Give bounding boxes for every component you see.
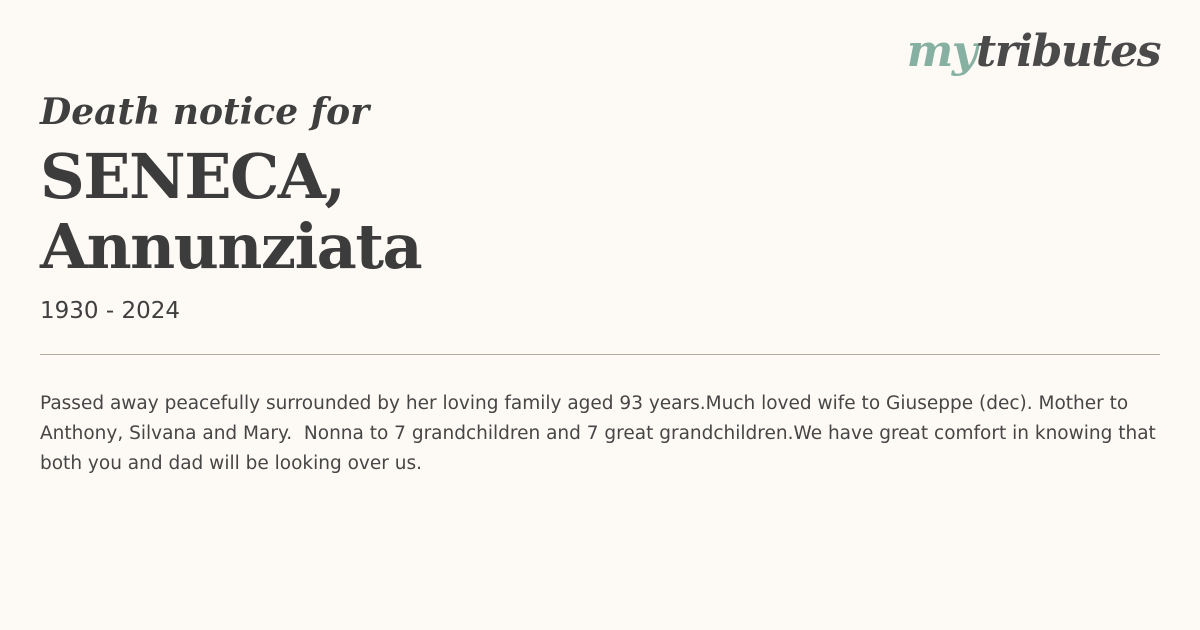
- notice-message: Passed away peacefully surrounded by her loving family aged 93 years.Much loved wife to Giuseppe (dec). Mother to Anthony, Silvana and Mary. Nonna to 7 grandchildren and 7 great grandchildren.We have great comfort in knowing that both you and dad will be looking over us.: [40, 393, 1162, 474]
- deceased-given-name: Annunziata: [40, 210, 422, 283]
- life-years: 1930 - 2024: [40, 298, 180, 324]
- deceased-name: [40, 142, 840, 282]
- logo-text-tributes: tributes: [975, 26, 1160, 77]
- notice-header: [40, 88, 840, 326]
- mytributes-logo[interactable]: [906, 26, 1160, 77]
- deceased-surname: SENECA,: [40, 140, 345, 213]
- section-divider: [40, 354, 1160, 355]
- logo-text-my: my: [906, 26, 976, 77]
- notice-subtitle: Death notice for: [40, 91, 370, 133]
